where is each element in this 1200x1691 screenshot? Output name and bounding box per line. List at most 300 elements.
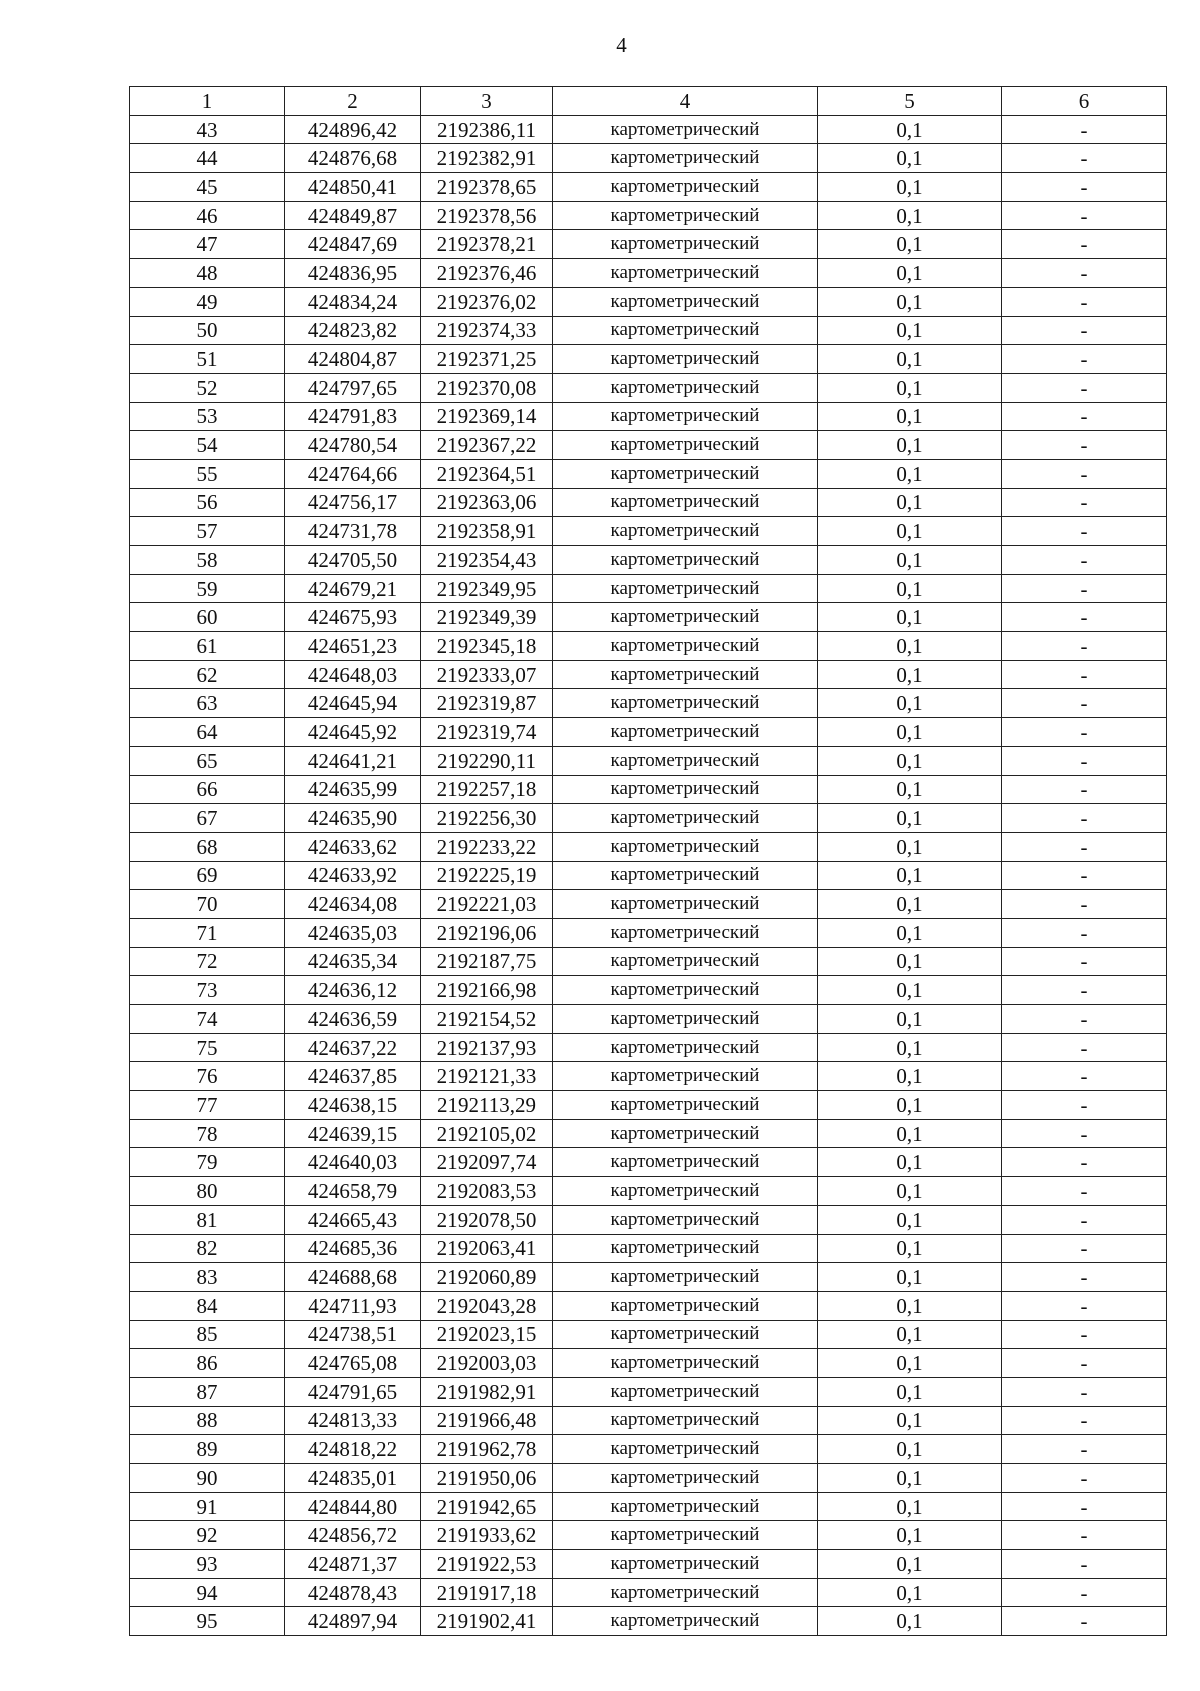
method-cell: картометрический	[553, 144, 818, 173]
y-coordinate-cell: 2191917,18	[421, 1578, 553, 1607]
y-coordinate-cell: 2191902,41	[421, 1607, 553, 1636]
method-cell: картометрический	[553, 1377, 818, 1406]
x-coordinate-cell: 424823,82	[285, 316, 421, 345]
y-coordinate-cell: 2192060,89	[421, 1263, 553, 1292]
column-header: 3	[421, 87, 553, 116]
y-coordinate-cell: 2192371,25	[421, 345, 553, 374]
table-row	[130, 718, 1167, 747]
x-coordinate-cell: 424850,41	[285, 173, 421, 202]
table-row	[130, 689, 1167, 718]
precision-cell: 0,1	[818, 832, 1002, 861]
y-coordinate-cell: 2191966,48	[421, 1406, 553, 1435]
x-coordinate-cell: 424639,15	[285, 1119, 421, 1148]
y-coordinate-cell: 2192386,11	[421, 115, 553, 144]
note-cell: -	[1002, 459, 1167, 488]
y-coordinate-cell: 2192349,39	[421, 603, 553, 632]
x-coordinate-cell: 424635,03	[285, 918, 421, 947]
x-coordinate-cell: 424765,08	[285, 1349, 421, 1378]
method-cell: картометрический	[553, 373, 818, 402]
method-cell: картометрический	[553, 1148, 818, 1177]
note-cell: -	[1002, 1263, 1167, 1292]
precision-cell: 0,1	[818, 918, 1002, 947]
y-coordinate-cell: 2192354,43	[421, 546, 553, 575]
y-coordinate-cell: 2192378,21	[421, 230, 553, 259]
method-cell: картометрический	[553, 890, 818, 919]
y-coordinate-cell: 2192374,33	[421, 316, 553, 345]
table-row	[130, 976, 1167, 1005]
x-coordinate-cell: 424658,79	[285, 1177, 421, 1206]
point-number-cell: 66	[130, 775, 285, 804]
point-number-cell: 93	[130, 1550, 285, 1579]
x-coordinate-cell: 424637,22	[285, 1033, 421, 1062]
coordinates-table	[129, 86, 1167, 1636]
note-cell: -	[1002, 918, 1167, 947]
x-coordinate-cell: 424818,22	[285, 1435, 421, 1464]
x-coordinate-cell: 424635,34	[285, 947, 421, 976]
precision-cell: 0,1	[818, 1062, 1002, 1091]
method-cell: картометрический	[553, 316, 818, 345]
x-coordinate-cell: 424688,68	[285, 1263, 421, 1292]
precision-cell: 0,1	[818, 804, 1002, 833]
note-cell: -	[1002, 173, 1167, 202]
table-row	[130, 1263, 1167, 1292]
table-row	[130, 918, 1167, 947]
method-cell: картометрический	[553, 1550, 818, 1579]
point-number-cell: 94	[130, 1578, 285, 1607]
table-body	[130, 115, 1167, 1635]
method-cell: картометрический	[553, 1005, 818, 1034]
note-cell: -	[1002, 1177, 1167, 1206]
note-cell: -	[1002, 947, 1167, 976]
method-cell: картометрический	[553, 918, 818, 947]
table-row	[130, 230, 1167, 259]
note-cell: -	[1002, 804, 1167, 833]
table-row	[130, 115, 1167, 144]
precision-cell: 0,1	[818, 890, 1002, 919]
point-number-cell: 74	[130, 1005, 285, 1034]
note-cell: -	[1002, 1435, 1167, 1464]
point-number-cell: 58	[130, 546, 285, 575]
precision-cell: 0,1	[818, 173, 1002, 202]
note-cell: -	[1002, 517, 1167, 546]
x-coordinate-cell: 424638,15	[285, 1091, 421, 1120]
note-cell: -	[1002, 1464, 1167, 1493]
note-cell: -	[1002, 1406, 1167, 1435]
table-row	[130, 947, 1167, 976]
table-row	[130, 1291, 1167, 1320]
x-coordinate-cell: 424641,21	[285, 746, 421, 775]
note-cell: -	[1002, 1062, 1167, 1091]
method-cell: картометрический	[553, 775, 818, 804]
x-coordinate-cell: 424780,54	[285, 431, 421, 460]
precision-cell: 0,1	[818, 746, 1002, 775]
precision-cell: 0,1	[818, 1033, 1002, 1062]
precision-cell: 0,1	[818, 689, 1002, 718]
note-cell: -	[1002, 431, 1167, 460]
point-number-cell: 54	[130, 431, 285, 460]
y-coordinate-cell: 2192319,74	[421, 718, 553, 747]
x-coordinate-cell: 424844,80	[285, 1492, 421, 1521]
table-row	[130, 890, 1167, 919]
y-coordinate-cell: 2192333,07	[421, 660, 553, 689]
x-coordinate-cell: 424675,93	[285, 603, 421, 632]
note-cell: -	[1002, 1550, 1167, 1579]
note-cell: -	[1002, 201, 1167, 230]
precision-cell: 0,1	[818, 1464, 1002, 1493]
table-row	[130, 173, 1167, 202]
note-cell: -	[1002, 1234, 1167, 1263]
method-cell: картометрический	[553, 345, 818, 374]
note-cell: -	[1002, 546, 1167, 575]
point-number-cell: 73	[130, 976, 285, 1005]
precision-cell: 0,1	[818, 632, 1002, 661]
point-number-cell: 59	[130, 574, 285, 603]
precision-cell: 0,1	[818, 459, 1002, 488]
point-number-cell: 62	[130, 660, 285, 689]
x-coordinate-cell: 424847,69	[285, 230, 421, 259]
method-cell: картометрический	[553, 517, 818, 546]
note-cell: -	[1002, 1578, 1167, 1607]
y-coordinate-cell: 2192097,74	[421, 1148, 553, 1177]
table-row	[130, 517, 1167, 546]
point-number-cell: 83	[130, 1263, 285, 1292]
note-cell: -	[1002, 115, 1167, 144]
note-cell: -	[1002, 1291, 1167, 1320]
table-row	[130, 459, 1167, 488]
point-number-cell: 78	[130, 1119, 285, 1148]
precision-cell: 0,1	[818, 259, 1002, 288]
x-coordinate-cell: 424645,94	[285, 689, 421, 718]
x-coordinate-cell: 424878,43	[285, 1578, 421, 1607]
point-number-cell: 68	[130, 832, 285, 861]
x-coordinate-cell: 424813,33	[285, 1406, 421, 1435]
x-coordinate-cell: 424756,17	[285, 488, 421, 517]
point-number-cell: 60	[130, 603, 285, 632]
x-coordinate-cell: 424836,95	[285, 259, 421, 288]
point-number-cell: 70	[130, 890, 285, 919]
note-cell: -	[1002, 1607, 1167, 1636]
y-coordinate-cell: 2192382,91	[421, 144, 553, 173]
note-cell: -	[1002, 259, 1167, 288]
table-row	[130, 1492, 1167, 1521]
method-cell: картометрический	[553, 1234, 818, 1263]
method-cell: картометрический	[553, 115, 818, 144]
point-number-cell: 63	[130, 689, 285, 718]
method-cell: картометрический	[553, 1263, 818, 1292]
method-cell: картометрический	[553, 718, 818, 747]
x-coordinate-cell: 424834,24	[285, 287, 421, 316]
precision-cell: 0,1	[818, 316, 1002, 345]
precision-cell: 0,1	[818, 1320, 1002, 1349]
method-cell: картометрический	[553, 1291, 818, 1320]
precision-cell: 0,1	[818, 1377, 1002, 1406]
x-coordinate-cell: 424633,62	[285, 832, 421, 861]
precision-cell: 0,1	[818, 287, 1002, 316]
method-cell: картометрический	[553, 431, 818, 460]
method-cell: картометрический	[553, 976, 818, 1005]
y-coordinate-cell: 2191942,65	[421, 1492, 553, 1521]
y-coordinate-cell: 2192257,18	[421, 775, 553, 804]
x-coordinate-cell: 424896,42	[285, 115, 421, 144]
y-coordinate-cell: 2192063,41	[421, 1234, 553, 1263]
point-number-cell: 81	[130, 1205, 285, 1234]
precision-cell: 0,1	[818, 775, 1002, 804]
y-coordinate-cell: 2191950,06	[421, 1464, 553, 1493]
method-cell: картометрический	[553, 230, 818, 259]
y-coordinate-cell: 2192376,46	[421, 259, 553, 288]
point-number-cell: 55	[130, 459, 285, 488]
method-cell: картометрический	[553, 804, 818, 833]
table-row	[130, 431, 1167, 460]
method-cell: картометрический	[553, 1349, 818, 1378]
x-coordinate-cell: 424637,85	[285, 1062, 421, 1091]
method-cell: картометрический	[553, 1406, 818, 1435]
point-number-cell: 43	[130, 115, 285, 144]
method-cell: картометрический	[553, 1607, 818, 1636]
x-coordinate-cell: 424731,78	[285, 517, 421, 546]
y-coordinate-cell: 2192290,11	[421, 746, 553, 775]
note-cell: -	[1002, 689, 1167, 718]
x-coordinate-cell: 424738,51	[285, 1320, 421, 1349]
y-coordinate-cell: 2192003,03	[421, 1349, 553, 1378]
x-coordinate-cell: 424835,01	[285, 1464, 421, 1493]
precision-cell: 0,1	[818, 1205, 1002, 1234]
precision-cell: 0,1	[818, 1349, 1002, 1378]
table-row	[130, 1177, 1167, 1206]
column-header: 2	[285, 87, 421, 116]
table-row	[130, 832, 1167, 861]
note-cell: -	[1002, 144, 1167, 173]
y-coordinate-cell: 2192078,50	[421, 1205, 553, 1234]
note-cell: -	[1002, 632, 1167, 661]
method-cell: картометрический	[553, 746, 818, 775]
method-cell: картометрический	[553, 660, 818, 689]
y-coordinate-cell: 2192367,22	[421, 431, 553, 460]
point-number-cell: 45	[130, 173, 285, 202]
point-number-cell: 49	[130, 287, 285, 316]
point-number-cell: 57	[130, 517, 285, 546]
x-coordinate-cell: 424648,03	[285, 660, 421, 689]
table-row	[130, 1033, 1167, 1062]
method-cell: картометрический	[553, 1091, 818, 1120]
y-coordinate-cell: 2192043,28	[421, 1291, 553, 1320]
note-cell: -	[1002, 488, 1167, 517]
x-coordinate-cell: 424635,99	[285, 775, 421, 804]
method-cell: картометрический	[553, 574, 818, 603]
table-row	[130, 660, 1167, 689]
note-cell: -	[1002, 1320, 1167, 1349]
y-coordinate-cell: 2192083,53	[421, 1177, 553, 1206]
table-row	[130, 1578, 1167, 1607]
precision-cell: 0,1	[818, 517, 1002, 546]
x-coordinate-cell: 424636,12	[285, 976, 421, 1005]
x-coordinate-cell: 424856,72	[285, 1521, 421, 1550]
precision-cell: 0,1	[818, 976, 1002, 1005]
note-cell: -	[1002, 345, 1167, 374]
point-number-cell: 56	[130, 488, 285, 517]
y-coordinate-cell: 2192023,15	[421, 1320, 553, 1349]
table-row	[130, 373, 1167, 402]
point-number-cell: 77	[130, 1091, 285, 1120]
table-row	[130, 1148, 1167, 1177]
y-coordinate-cell: 2192137,93	[421, 1033, 553, 1062]
x-coordinate-cell: 424633,92	[285, 861, 421, 890]
point-number-cell: 75	[130, 1033, 285, 1062]
point-number-cell: 48	[130, 259, 285, 288]
table-row	[130, 1205, 1167, 1234]
point-number-cell: 84	[130, 1291, 285, 1320]
precision-cell: 0,1	[818, 144, 1002, 173]
note-cell: -	[1002, 287, 1167, 316]
precision-cell: 0,1	[818, 402, 1002, 431]
point-number-cell: 51	[130, 345, 285, 374]
note-cell: -	[1002, 976, 1167, 1005]
point-number-cell: 82	[130, 1234, 285, 1263]
precision-cell: 0,1	[818, 201, 1002, 230]
point-number-cell: 53	[130, 402, 285, 431]
point-number-cell: 95	[130, 1607, 285, 1636]
table-row	[130, 1406, 1167, 1435]
y-coordinate-cell: 2192363,06	[421, 488, 553, 517]
note-cell: -	[1002, 1349, 1167, 1378]
method-cell: картометрический	[553, 1205, 818, 1234]
column-header: 1	[130, 87, 285, 116]
precision-cell: 0,1	[818, 1607, 1002, 1636]
method-cell: картометрический	[553, 201, 818, 230]
precision-cell: 0,1	[818, 1435, 1002, 1464]
table-row	[130, 1320, 1167, 1349]
note-cell: -	[1002, 1033, 1167, 1062]
note-cell: -	[1002, 1205, 1167, 1234]
method-cell: картометрический	[553, 861, 818, 890]
note-cell: -	[1002, 1148, 1167, 1177]
method-cell: картометрический	[553, 459, 818, 488]
precision-cell: 0,1	[818, 115, 1002, 144]
table-row	[130, 546, 1167, 575]
y-coordinate-cell: 2192113,29	[421, 1091, 553, 1120]
point-number-cell: 89	[130, 1435, 285, 1464]
y-coordinate-cell: 2192105,02	[421, 1119, 553, 1148]
method-cell: картометрический	[553, 632, 818, 661]
x-coordinate-cell: 424679,21	[285, 574, 421, 603]
method-cell: картометрический	[553, 1320, 818, 1349]
y-coordinate-cell: 2192166,98	[421, 976, 553, 1005]
y-coordinate-cell: 2192154,52	[421, 1005, 553, 1034]
note-cell: -	[1002, 316, 1167, 345]
point-number-cell: 52	[130, 373, 285, 402]
method-cell: картометрический	[553, 488, 818, 517]
method-cell: картометрический	[553, 1119, 818, 1148]
precision-cell: 0,1	[818, 488, 1002, 517]
y-coordinate-cell: 2191922,53	[421, 1550, 553, 1579]
point-number-cell: 90	[130, 1464, 285, 1493]
precision-cell: 0,1	[818, 1578, 1002, 1607]
point-number-cell: 92	[130, 1521, 285, 1550]
precision-cell: 0,1	[818, 1005, 1002, 1034]
method-cell: картометрический	[553, 1521, 818, 1550]
point-number-cell: 64	[130, 718, 285, 747]
x-coordinate-cell: 424791,65	[285, 1377, 421, 1406]
table-row	[130, 746, 1167, 775]
x-coordinate-cell: 424685,36	[285, 1234, 421, 1263]
table-row	[130, 259, 1167, 288]
method-cell: картометрический	[553, 259, 818, 288]
column-header: 6	[1002, 87, 1167, 116]
y-coordinate-cell: 2192369,14	[421, 402, 553, 431]
note-cell: -	[1002, 574, 1167, 603]
point-number-cell: 67	[130, 804, 285, 833]
precision-cell: 0,1	[818, 1177, 1002, 1206]
y-coordinate-cell: 2191982,91	[421, 1377, 553, 1406]
method-cell: картометрический	[553, 1062, 818, 1091]
precision-cell: 0,1	[818, 1550, 1002, 1579]
table-row	[130, 316, 1167, 345]
x-coordinate-cell: 424764,66	[285, 459, 421, 488]
note-cell: -	[1002, 1005, 1167, 1034]
point-number-cell: 61	[130, 632, 285, 661]
point-number-cell: 80	[130, 1177, 285, 1206]
precision-cell: 0,1	[818, 1521, 1002, 1550]
precision-cell: 0,1	[818, 1091, 1002, 1120]
method-cell: картометрический	[553, 832, 818, 861]
method-cell: картометрический	[553, 1033, 818, 1062]
y-coordinate-cell: 2192233,22	[421, 832, 553, 861]
note-cell: -	[1002, 861, 1167, 890]
table-row	[130, 201, 1167, 230]
precision-cell: 0,1	[818, 603, 1002, 632]
x-coordinate-cell: 424711,93	[285, 1291, 421, 1320]
note-cell: -	[1002, 230, 1167, 259]
y-coordinate-cell: 2192319,87	[421, 689, 553, 718]
point-number-cell: 71	[130, 918, 285, 947]
note-cell: -	[1002, 1119, 1167, 1148]
note-cell: -	[1002, 1377, 1167, 1406]
table-row	[130, 1377, 1167, 1406]
method-cell: картометрический	[553, 1578, 818, 1607]
precision-cell: 0,1	[818, 1119, 1002, 1148]
y-coordinate-cell: 2192376,02	[421, 287, 553, 316]
method-cell: картометрический	[553, 603, 818, 632]
point-number-cell: 79	[130, 1148, 285, 1177]
precision-cell: 0,1	[818, 373, 1002, 402]
method-cell: картометрический	[553, 689, 818, 718]
x-coordinate-cell: 424897,94	[285, 1607, 421, 1636]
x-coordinate-cell: 424849,87	[285, 201, 421, 230]
method-cell: картометрический	[553, 287, 818, 316]
x-coordinate-cell: 424640,03	[285, 1148, 421, 1177]
x-coordinate-cell: 424791,83	[285, 402, 421, 431]
table-row	[130, 1550, 1167, 1579]
table-row	[130, 144, 1167, 173]
page-number: 4	[616, 33, 627, 57]
note-cell: -	[1002, 402, 1167, 431]
x-coordinate-cell: 424804,87	[285, 345, 421, 374]
y-coordinate-cell: 2191962,78	[421, 1435, 553, 1464]
precision-cell: 0,1	[818, 1291, 1002, 1320]
point-number-cell: 88	[130, 1406, 285, 1435]
x-coordinate-cell: 424645,92	[285, 718, 421, 747]
x-coordinate-cell: 424705,50	[285, 546, 421, 575]
table-row	[130, 1464, 1167, 1493]
table-row	[130, 603, 1167, 632]
note-cell: -	[1002, 373, 1167, 402]
y-coordinate-cell: 2192187,75	[421, 947, 553, 976]
point-number-cell: 65	[130, 746, 285, 775]
precision-cell: 0,1	[818, 718, 1002, 747]
note-cell: -	[1002, 718, 1167, 747]
note-cell: -	[1002, 603, 1167, 632]
table-row	[130, 1607, 1167, 1636]
